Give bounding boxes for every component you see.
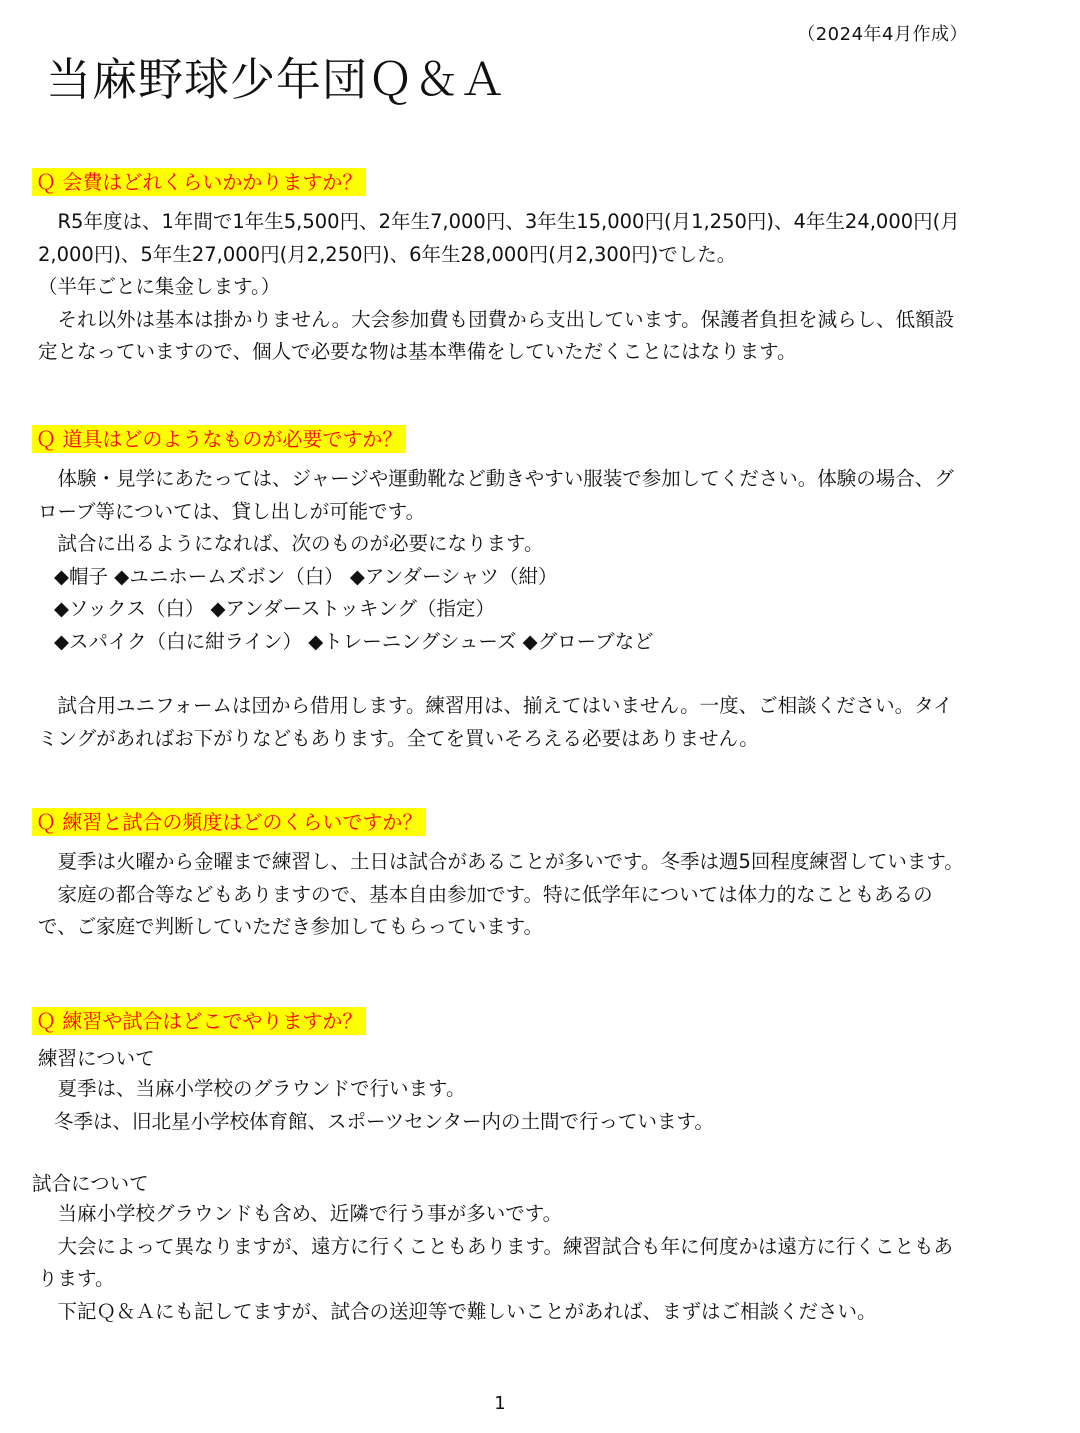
answer-paragraph: それ以外は基本は掛かりません。大会参加費も団費から支出しています。保護者負担を減らし、低額設定となっていますので、個人で必要な物は基本準備をしていただくことにはなります。 <box>38 307 955 363</box>
page-number: 1 <box>494 1393 506 1414</box>
answer-paragraph: 試合に出るようになれば、次のものが必要になります。 <box>57 532 544 555</box>
answer-paragraph: R5年度は、1年間で1年生5,500円、2年生7,000円、3年生15,000円(月1,250円)、4年生24,000円(月2,000円)、5年生27,000円(月2,250円)、6年生28,000円(月2,300円)でした。 <box>38 210 960 266</box>
answer-paragraph: （半年ごとに集金します。） <box>38 275 281 298</box>
question-heading: Ｑ 練習や試合はどこでやりますか？ <box>32 1007 366 1035</box>
answer-paragraph: 大会によって異なりますが、遠方に行くこともあります。練習試合も年に何度かは遠方に行くこともあります。 <box>38 1234 953 1290</box>
qa-section-frequency <box>38 808 968 944</box>
answer-paragraph: 試合用ユニフォームは団から借用します。練習用は、揃えてはいません。一度、ご相談ください。タイミングがあればお下がりなどもあります。全てを買いそろえる必要はありません。 <box>38 694 953 750</box>
answer-paragraph: 家庭の都合等などもありますので、基本自由参加です。特に低学年については体力的なこともあるので、ご家庭で判断していただき参加してもらっています。 <box>38 882 933 938</box>
spacer <box>38 1138 968 1170</box>
page-title: 当麻野球少年団Ｑ＆Ａ <box>46 53 507 106</box>
answer-paragraph: 下記Ｑ＆Ａにも記してますが、試合の送迎等で難しいことがあれば、まずはご相談ください。 <box>57 1299 877 1323</box>
qa-section-fees <box>38 168 968 369</box>
equipment-list-item: ◆ソックス（白） ◆アンダーストッキング（指定） <box>54 597 495 620</box>
qa-section-equipment <box>38 425 968 755</box>
answer-paragraph: 夏季は、当麻小学校のグラウンドで行います。 <box>57 1077 466 1100</box>
question-heading: Ｑ 会費はどれくらいかかりますか？ <box>32 168 366 196</box>
answer-paragraph: 当麻小学校グラウンドも含め、近隣で行う事が多いです。 <box>57 1202 563 1225</box>
spacer <box>38 658 968 690</box>
qa-section-location <box>32 1007 968 1328</box>
answer-paragraph: 夏季は火曜から金曜まで練習し、土日は試合があることが多いです。冬季は週5回程度練習しています。 <box>57 850 964 873</box>
equipment-list-item: ◆帽子 ◆ユニホームズボン（白） ◆アンダーシャツ（紺） <box>54 564 558 588</box>
sub-heading-practice: 練習について <box>38 1047 155 1070</box>
question-heading: Ｑ 道具はどのようなものが必要ですか？ <box>32 425 406 453</box>
answer-paragraph: 冬季は、旧北星小学校体育館、スポーツセンター内の土間で行っています。 <box>54 1109 714 1133</box>
sub-heading-games: 試合について <box>32 1172 149 1195</box>
question-heading: Ｑ 練習と試合の頻度はどのくらいですか？ <box>32 808 426 836</box>
equipment-list-item: ◆スパイク（白に紺ライン） ◆トレーニングシューズ ◆グローブなど <box>54 629 654 653</box>
answer-paragraph: 体験・見学にあたっては、ジャージや運動靴など動きやすい服装で参加してください。体験の場合、グローブ等については、貸し出しが可能です。 <box>38 467 954 523</box>
creation-date: （2024年4月作成） <box>797 24 968 45</box>
